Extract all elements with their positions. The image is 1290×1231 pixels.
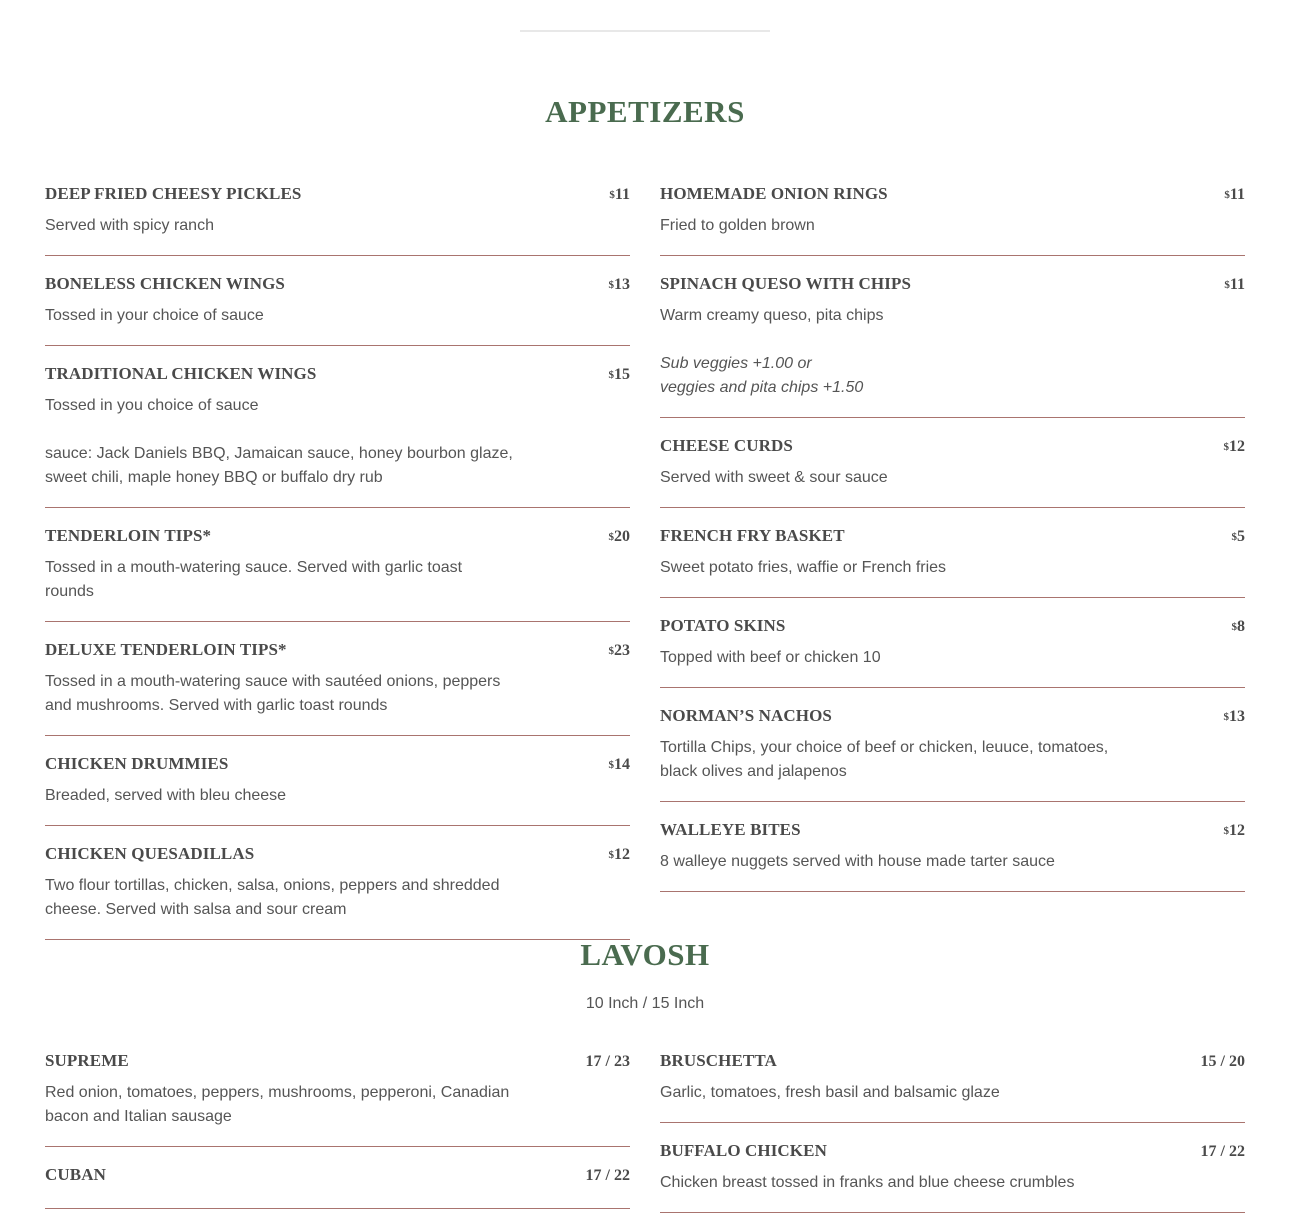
menu-item-price xyxy=(586,1167,630,1185)
menu-item-name: DEEP FRIED CHEESY PICKLES xyxy=(45,184,302,203)
price-value: 8 xyxy=(1237,618,1245,635)
currency-symbol: $ xyxy=(1231,531,1237,543)
currency-symbol: $ xyxy=(1231,621,1237,633)
menu-item xyxy=(660,706,1245,802)
menu-item-name: CHICKEN QUESADILLAS xyxy=(45,844,255,863)
menu-item-description: Fried to golden brown xyxy=(660,217,815,234)
menu-item-header xyxy=(45,184,630,210)
currency-symbol: $ xyxy=(608,369,614,381)
menu-item-description: 8 walleye nuggets served with house made tarter sauce xyxy=(660,853,1055,870)
price-value: 13 xyxy=(1229,708,1245,725)
menu-item-description: Tossed in a mouth-watering sauce. Served with garlic toast rounds xyxy=(45,559,463,600)
price-value: 17 / 22 xyxy=(1200,1143,1245,1160)
menu-item-description: Garlic, tomatoes, fresh basil and balsamic glaze xyxy=(660,1084,1000,1101)
menu-item-name: BRUSCHETTA xyxy=(660,1051,777,1070)
currency-symbol: $ xyxy=(608,759,614,771)
currency-symbol: $ xyxy=(1224,279,1230,291)
price-value: 17 / 22 xyxy=(585,1167,630,1184)
menu-item-description: Tossed in you choice of sauce xyxy=(45,397,259,414)
price-value: 17 / 23 xyxy=(585,1053,630,1070)
menu-item xyxy=(660,274,1245,418)
menu-item xyxy=(660,616,1245,688)
menu-item xyxy=(660,820,1245,892)
menu-item xyxy=(45,844,630,940)
appetizers-title: APPETIZERS xyxy=(545,94,745,129)
menu-item-description: Topped with beef or chicken 10 xyxy=(660,649,881,666)
currency-symbol: $ xyxy=(1223,711,1229,723)
menu-item-name: SUPREME xyxy=(45,1051,129,1070)
price-value: 12 xyxy=(1229,822,1245,839)
menu-item-price xyxy=(1224,186,1245,204)
menu-item-header xyxy=(660,820,1245,846)
menu-item-header xyxy=(660,274,1245,300)
menu-item-name: TENDERLOIN TIPS* xyxy=(45,526,212,545)
menu-item-name: POTATO SKINS xyxy=(660,616,786,635)
menu-item-header xyxy=(660,706,1245,732)
menu-item-header xyxy=(660,526,1245,552)
currency-symbol: $ xyxy=(1223,441,1229,453)
menu-item-description: Sweet potato fries, waffie or French fries xyxy=(660,559,947,576)
menu-item xyxy=(45,274,630,346)
menu-item-description: Chicken breast tossed in franks and blue cheese crumbles xyxy=(660,1174,1075,1191)
menu-item-price xyxy=(1232,528,1246,546)
price-value: 14 xyxy=(614,756,630,773)
menu-item xyxy=(660,1141,1245,1213)
menu-item-header xyxy=(45,844,630,870)
menu-item xyxy=(660,184,1245,256)
menu-item-header xyxy=(660,616,1245,642)
menu-item-name: TRADITIONAL CHICKEN WINGS xyxy=(45,364,317,383)
menu-item xyxy=(45,640,630,736)
menu-item-header xyxy=(660,436,1245,462)
menu-item-name: CUBAN xyxy=(45,1165,106,1184)
price-value: 11 xyxy=(1229,186,1245,203)
menu-item-price xyxy=(1224,708,1246,726)
menu-item-price xyxy=(609,186,630,204)
menu-item-name: DELUXE TENDERLOIN TIPS* xyxy=(45,640,287,659)
menu-item-price xyxy=(1224,822,1246,840)
price-value: 11 xyxy=(614,186,630,203)
menu-item-description: Tortilla Chips, your choice of beef or chicken, leuuce, tomatoes, black olives and jalapenos xyxy=(660,739,1109,780)
menu-item-price xyxy=(586,1053,630,1071)
menu-item-description: Breaded, served with bleu cheese xyxy=(45,787,287,804)
currency-symbol: $ xyxy=(608,645,614,657)
menu-item-name: CHEESE CURDS xyxy=(660,436,793,455)
menu-item xyxy=(45,1051,630,1147)
menu-item-price xyxy=(1224,276,1245,294)
menu-item-description: Two flour tortillas, chicken, salsa, onions, peppers and shredded cheese. Served with salsa and sour cream xyxy=(45,877,500,918)
menu-item xyxy=(660,436,1245,508)
menu-item-name: BONELESS CHICKEN WINGS xyxy=(45,274,285,293)
top-divider xyxy=(520,30,770,32)
menu-item-header xyxy=(45,274,630,300)
price-value: 13 xyxy=(614,276,630,293)
appetizers-left-column xyxy=(45,184,630,958)
menu-item-name: BUFFALO CHICKEN xyxy=(660,1141,827,1160)
menu-item-note: Sub veggies +1.00 or veggies and pita chips +1.50 xyxy=(660,355,864,396)
lavosh-title: LAVOSH xyxy=(580,937,710,972)
menu-item-header xyxy=(660,1141,1245,1167)
menu-item-header xyxy=(45,1051,630,1077)
menu-item-price xyxy=(1201,1143,1245,1161)
menu-item-name: WALLEYE BITES xyxy=(660,820,801,839)
currency-symbol: $ xyxy=(1223,825,1229,837)
menu-item-header xyxy=(660,184,1245,210)
menu-item-name: SPINACH QUESO WITH CHIPS xyxy=(660,274,911,293)
menu-item-price xyxy=(609,642,631,660)
menu-item-description: Served with sweet & sour sauce xyxy=(660,469,888,486)
menu-item-price xyxy=(609,846,631,864)
currency-symbol: $ xyxy=(608,531,614,543)
price-value: 15 / 20 xyxy=(1200,1053,1245,1070)
price-value: 23 xyxy=(614,642,630,659)
menu-item-price xyxy=(609,366,631,384)
menu-item-price xyxy=(1224,438,1246,456)
menu-item xyxy=(45,364,630,508)
menu-item-name: NORMAN’S NACHOS xyxy=(660,706,832,725)
currency-symbol: $ xyxy=(1224,189,1230,201)
price-value: 5 xyxy=(1237,528,1245,545)
menu-item-header xyxy=(660,1051,1245,1077)
menu-item-description: Tossed in your choice of sauce xyxy=(45,307,264,324)
menu-item-price xyxy=(609,756,631,774)
lavosh-subtitle: 10 Inch / 15 Inch xyxy=(585,995,705,1012)
menu-item-header xyxy=(45,640,630,666)
menu-item-header xyxy=(45,754,630,780)
lavosh-right-column xyxy=(660,1051,1245,1231)
menu-item-description: Served with spicy ranch xyxy=(45,217,214,234)
currency-symbol: $ xyxy=(609,189,615,201)
price-value: 15 xyxy=(614,366,630,383)
price-value: 12 xyxy=(614,846,630,863)
currency-symbol: $ xyxy=(608,279,614,291)
menu-item-note: sauce: Jack Daniels BBQ, Jamaican sauce, honey bourbon glaze, sweet chili, maple honey BBQ or buffalo dry rub xyxy=(45,445,513,486)
price-value: 11 xyxy=(1229,276,1245,293)
menu-item-header xyxy=(45,364,630,390)
menu-item-name: CHICKEN DRUMMIES xyxy=(45,754,229,773)
menu-item xyxy=(45,184,630,256)
menu-item-header xyxy=(45,526,630,552)
menu-item-description: Warm creamy queso, pita chips xyxy=(660,307,884,324)
appetizers-right-column xyxy=(660,184,1245,910)
currency-symbol: $ xyxy=(608,849,614,861)
price-value: 12 xyxy=(1229,438,1245,455)
menu-item-name: HOMEMADE ONION RINGS xyxy=(660,184,888,203)
price-value: 20 xyxy=(614,528,630,545)
menu-item xyxy=(660,1051,1245,1123)
menu-item-price xyxy=(1232,618,1246,636)
menu-item-price xyxy=(1201,1053,1245,1071)
menu-item-price xyxy=(609,276,631,294)
menu-item-header xyxy=(45,1165,630,1191)
menu-item-description: Tossed in a mouth-watering sauce with sautéed onions, peppers and mushrooms. Served with garlic toast rounds xyxy=(45,673,501,714)
menu-item-description: Red onion, tomatoes, peppers, mushrooms, pepperoni, Canadian bacon and Italian sausage xyxy=(45,1084,510,1125)
menu-item xyxy=(660,526,1245,598)
menu-item xyxy=(45,526,630,622)
menu-item-price xyxy=(609,528,631,546)
lavosh-left-column xyxy=(45,1051,630,1227)
menu-item-name: FRENCH FRY BASKET xyxy=(660,526,845,545)
menu-item xyxy=(45,754,630,826)
